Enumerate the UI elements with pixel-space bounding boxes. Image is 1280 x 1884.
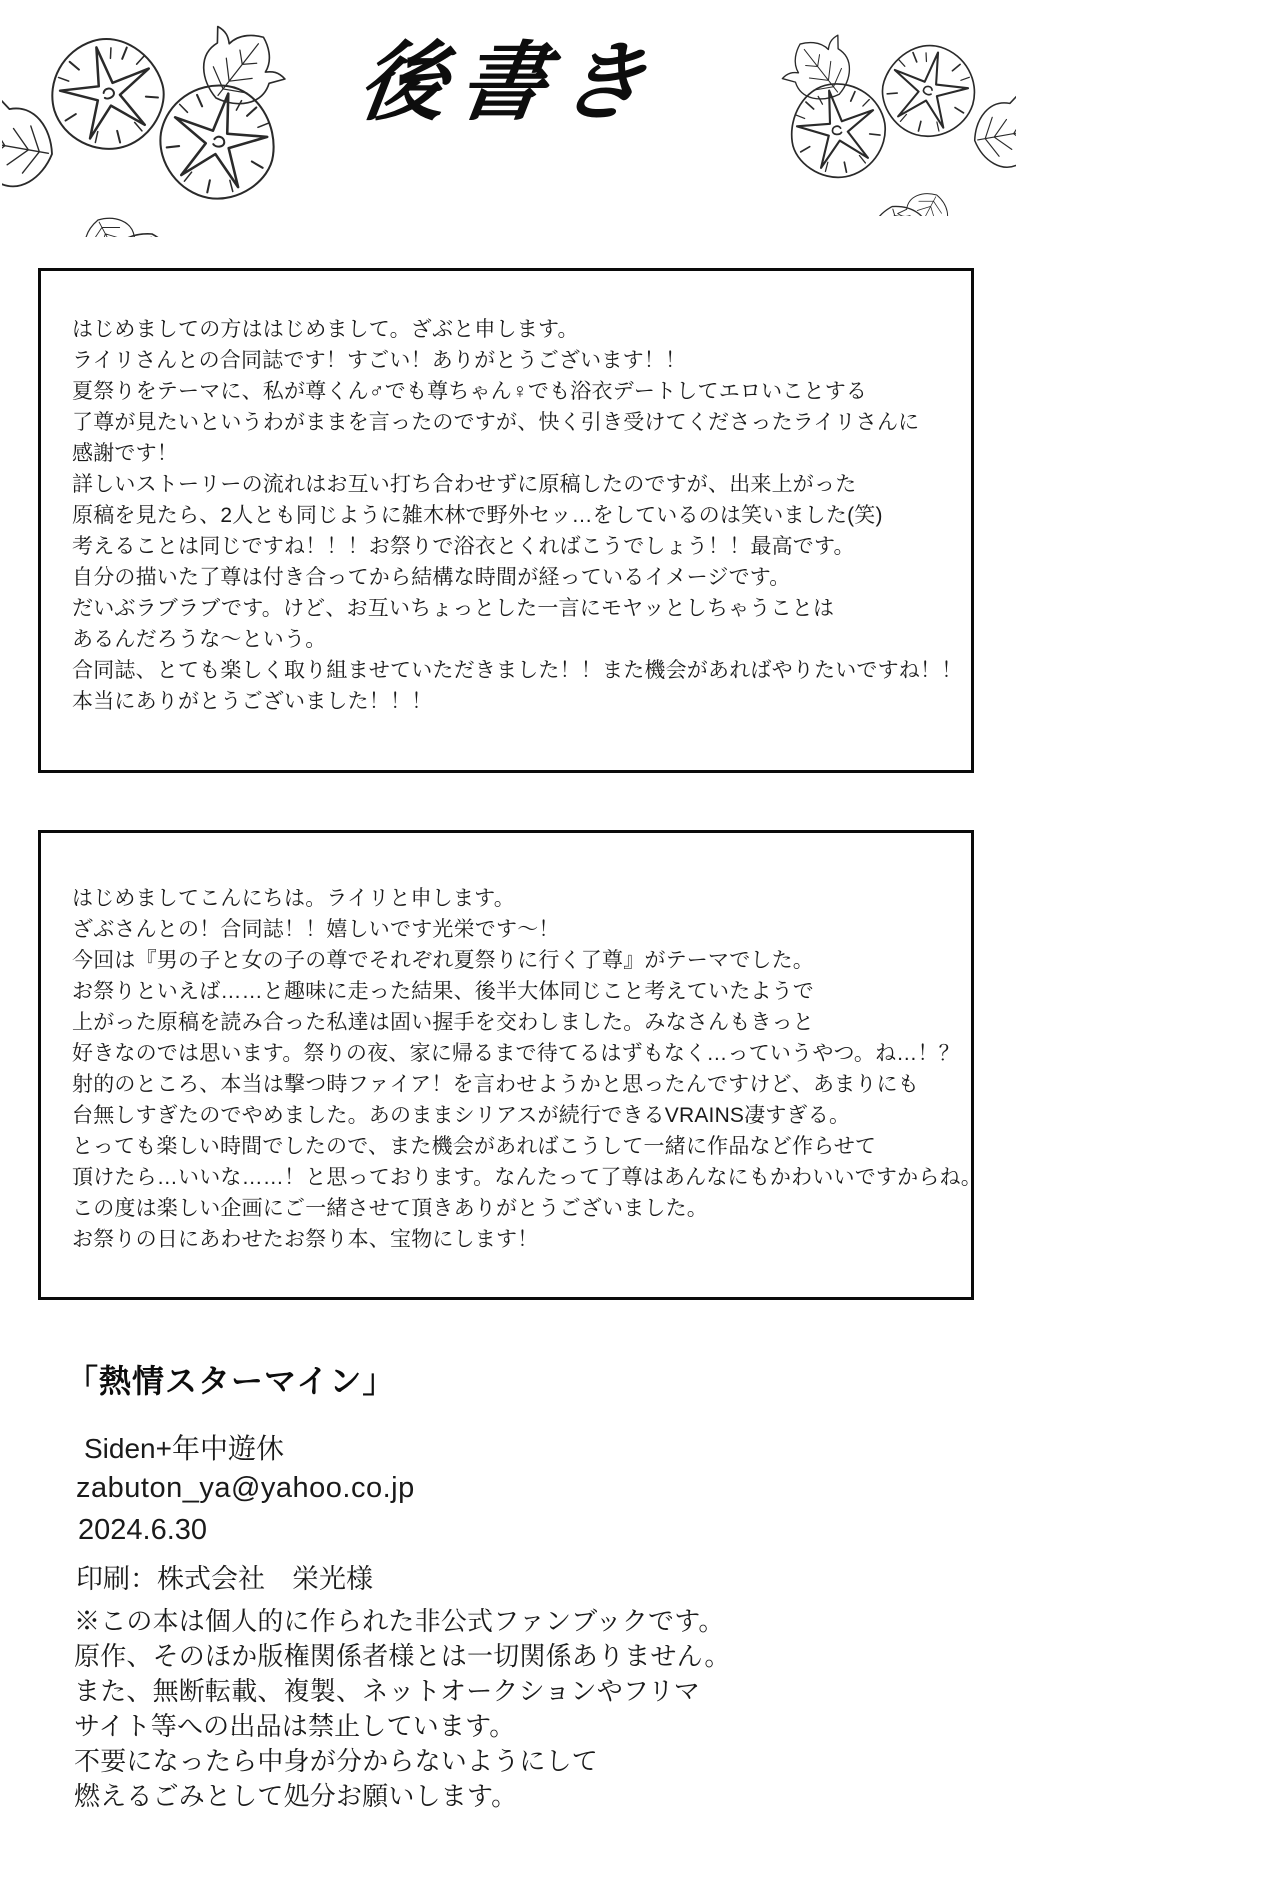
afterword-box-zabu [38,268,974,773]
disclaimer-block [74,1604,731,1814]
afterword-box-lairi [38,830,982,1300]
afterword-text-line: 今回は『男の子と女の子の尊でそれぞれ夏祭りに行く了尊』がテーマでした。 [72,949,814,972]
disclaimer-line: また、無断転載、複製、ネットオークションやフリマ [74,1676,700,1706]
afterword-text-line: はじめましての方ははじめまして。ざぶと申します。 [72,318,579,341]
disclaimer-line: 原作、そのほか版権関係者様とは一切関係ありません。 [74,1641,731,1671]
afterword-text-line: 射的のところ、本当は撃つ時ファイア！を言わせようかと思ったんですけど、あまりにも [72,1073,919,1096]
afterword-text-line: 好きなのでは思います。祭りの夜、家に帰るまで待てるはずもなく…っていうやつ。ね…！？ [72,1042,960,1065]
afterword-text-line: お祭りといえば……と趣味に走った結果、後半大体同じこと考えていたようで [72,980,814,1003]
afterword-text-line: 台無しすぎたのでやめました。あのままシリアスが続行できるVRAINS凄すぎる。 [72,1104,851,1127]
afterword-text-line: 合同誌、とても楽しく取り組ませていただきました！！また機会があればやりたいですね！！ [72,659,963,682]
morning-glory-illustration-left [2,2,312,237]
afterword-text-line: 感謝です！ [72,442,178,465]
afterword-text-line: はじめましてこんにちは。ライリと申します。 [72,887,515,910]
afterword-text-line: 詳しいストーリーの流れはお互い打ち合わせずに原稿したのですが、出来上がった [72,473,857,496]
afterword-text-line: だいぶラブラブです。けど、お互いちょっとした一言にモヤッとしちゃうことは [72,597,835,620]
afterword-text-line: お祭りの日にあわせたお祭り本、宝物にします！ [72,1228,539,1251]
circle-name: Siden+年中遊休 [84,1433,284,1464]
afterword-text-line: とっても楽しい時間でしたので、また機会があればこうして一緒に作品など作らせて [72,1135,877,1158]
afterword-text-line: 原稿を見たら、2人とも同じように雑木林で野外セッ…をしているのは笑いました(笑) [72,504,883,527]
afterword-text-line: 本当にありがとうございました！！！ [72,690,433,713]
disclaimer-line: サイト等への出品は禁止しています。 [74,1711,516,1741]
morning-glory-illustration-right [760,8,1016,216]
page-title: 後書き [353,35,667,131]
afterword-text-line: 夏祭りをテーマに、私が尊くん♂でも尊ちゃん♀でも浴衣デートしてエロいことする [72,380,868,403]
afterword-text-line: この度は楽しい企画にご一緒させて頂きありがとうございました。 [72,1197,708,1220]
book-title: 「熱情スターマイン」 [66,1363,396,1399]
contact-email: zabuton_ya@yahoo.co.jp [76,1472,415,1504]
printer-credit: 印刷：株式会社 栄光様 [76,1564,373,1594]
afterword-text-line: ライリさんとの合同誌です！すごい！ありがとうございます！！ [72,349,687,372]
afterword-text-line: 了尊が見たいというわがままを言ったのですが、快く引き受けてくださったライリさんに [72,411,920,434]
afterword-text-line: 上がった原稿を読み合った私達は固い握手を交わしました。みなさんもきっと [72,1011,814,1034]
afterword-text-line: ざぶさんとの！合同誌！！嬉しいです光栄です～！ [72,918,560,941]
afterword-text-line: あるんだろうな～という。 [72,628,327,651]
afterword-text-line: 考えることは同じですね！！！お祭りで浴衣とくればこうでしょう！！最高です。 [72,535,855,558]
afterword-text-line: 頂けたら…いいな……！と思っております。なんたって了尊はあんなにもかわいいですからね。 [72,1166,982,1189]
publication-date: 2024.6.30 [78,1514,208,1546]
disclaimer-line: ※この本は個人的に作られた非公式ファンブックです。 [74,1606,725,1636]
afterword-text-line: 自分の描いた了尊は付き合ってから結構な時間が経っているイメージです。 [72,566,791,589]
disclaimer-line: 燃えるごみとして処分お願いします。 [74,1781,518,1811]
disclaimer-line: 不要になったら中身が分からないようにして [74,1746,599,1776]
